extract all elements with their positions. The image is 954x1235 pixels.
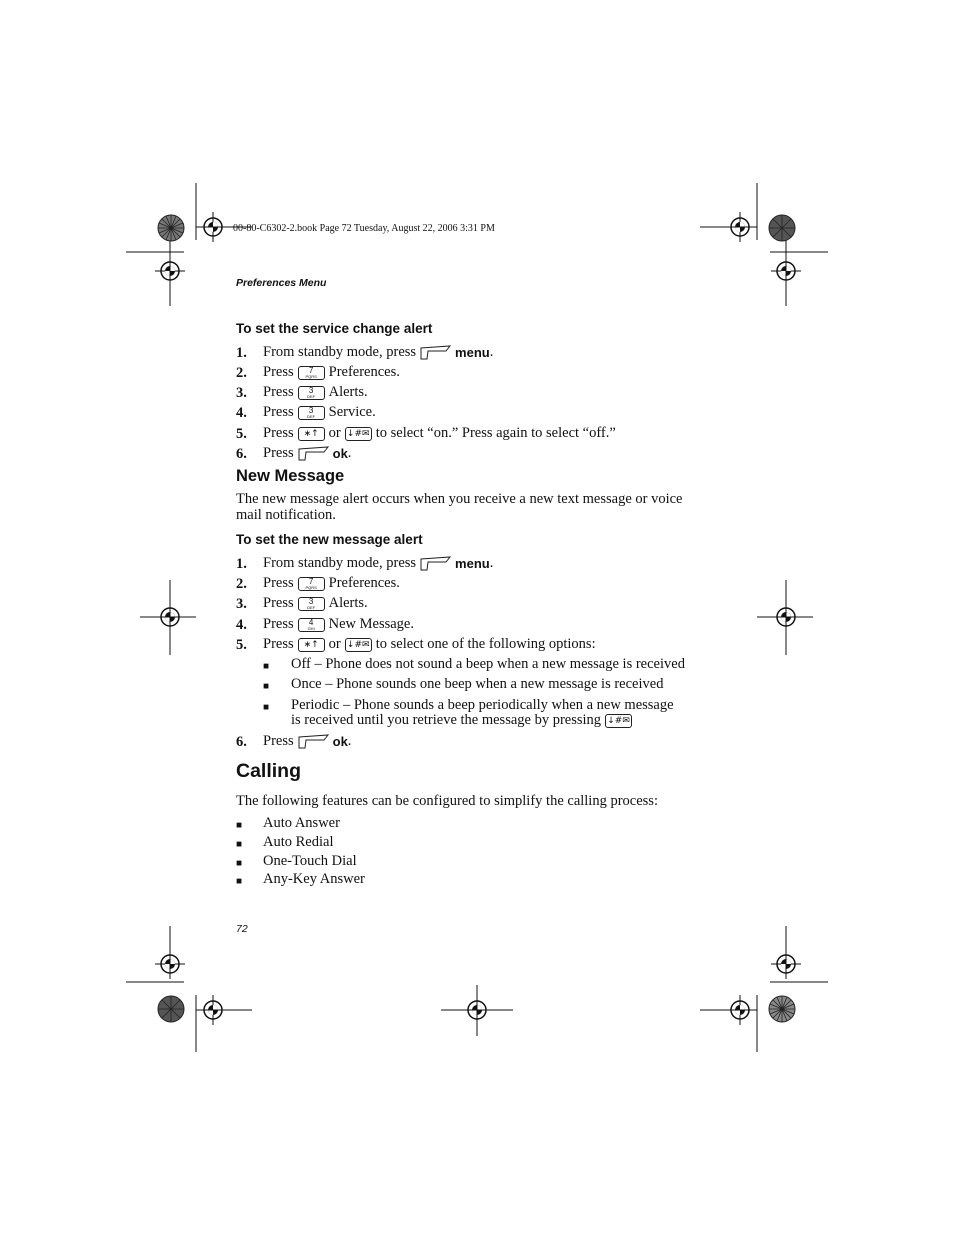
menu-key-label: menu bbox=[455, 556, 490, 571]
option-item: Once – Phone sounds one beep when a new message is received bbox=[291, 676, 664, 692]
keypad-3-icon: 3 DEF bbox=[298, 386, 325, 400]
bullet-icon: ■ bbox=[236, 876, 243, 887]
left-softkey-icon bbox=[420, 556, 451, 571]
step-text: Press ∗↑ or ↓#✉ to select “on.” Press again to select “off.” bbox=[263, 425, 616, 441]
step-number: 4. bbox=[236, 405, 247, 421]
keypad-3-icon: 3 DEF bbox=[298, 597, 325, 611]
pound-key-icon: ↓#✉ bbox=[605, 714, 632, 728]
page-number: 72 bbox=[236, 923, 248, 935]
step-text: Press ok . bbox=[263, 445, 352, 461]
step-text: Press 3 DEF Alerts. bbox=[263, 384, 368, 400]
left-softkey-icon bbox=[298, 734, 329, 749]
new-message-description: The new message alert occurs when you receive a new text message or voice mail notification. bbox=[236, 491, 683, 523]
step-text: Press 4 GHI New Message. bbox=[263, 616, 414, 632]
procedure-title: To set the service change alert bbox=[236, 321, 433, 336]
step-text: Press 7 PQRS Preferences. bbox=[263, 575, 400, 591]
step-number: 5. bbox=[236, 426, 247, 442]
bullet-icon: ■ bbox=[263, 661, 270, 672]
list-item: One-Touch Dial bbox=[263, 853, 357, 869]
step-number: 4. bbox=[236, 617, 247, 633]
bullet-icon: ■ bbox=[263, 681, 270, 692]
starburst-calibration-icon bbox=[157, 995, 185, 1023]
ok-key-label: ok bbox=[332, 734, 348, 749]
step-text: Press ∗↑ or ↓#✉ to select one of the following options: bbox=[263, 636, 596, 652]
step-text: Press 3 DEF Alerts. bbox=[263, 595, 368, 611]
menu-key-label: menu bbox=[455, 345, 490, 360]
list-item: Auto Answer bbox=[263, 815, 340, 831]
starburst-calibration-icon bbox=[768, 995, 796, 1023]
step-text: Press 7 PQRS Preferences. bbox=[263, 364, 400, 380]
step-number: 1. bbox=[236, 345, 247, 361]
bullet-icon: ■ bbox=[236, 858, 243, 869]
keypad-7-icon: 7 PQRS bbox=[298, 577, 325, 591]
bullet-icon: ■ bbox=[236, 820, 243, 831]
bullet-icon: ■ bbox=[236, 839, 243, 850]
step-number: 3. bbox=[236, 596, 247, 612]
star-key-icon: ∗↑ bbox=[298, 638, 325, 652]
list-item: Auto Redial bbox=[263, 834, 334, 850]
step-text: From standby mode, press menu . bbox=[263, 344, 494, 360]
section-heading-new-message: New Message bbox=[236, 467, 345, 485]
ok-key-label: ok bbox=[332, 446, 348, 461]
starburst-calibration-icon bbox=[768, 214, 796, 242]
star-key-icon: ∗↑ bbox=[298, 427, 325, 441]
step-number: 5. bbox=[236, 637, 247, 653]
step-number: 6. bbox=[236, 446, 247, 462]
step-number: 2. bbox=[236, 365, 247, 381]
step-number: 6. bbox=[236, 734, 247, 750]
step-number: 2. bbox=[236, 576, 247, 592]
keypad-7-icon: 7 PQRS bbox=[298, 366, 325, 380]
step-text: Press 3 DEF Service. bbox=[263, 404, 376, 420]
starburst-calibration-icon bbox=[157, 214, 185, 242]
keypad-3-icon: 3 DEF bbox=[298, 406, 325, 420]
option-item-continued: is received until you retrieve the message by pressing ↓#✉ bbox=[291, 712, 636, 729]
bullet-icon: ■ bbox=[263, 702, 270, 713]
step-number: 1. bbox=[236, 556, 247, 572]
step-text: From standby mode, press menu . bbox=[263, 555, 494, 571]
calling-intro: The following features can be configured to simplify the calling process: bbox=[236, 793, 658, 809]
keypad-4-icon: 4 GHI bbox=[298, 618, 325, 632]
pound-key-icon: ↓#✉ bbox=[345, 427, 372, 441]
pound-key-icon: ↓#✉ bbox=[345, 638, 372, 652]
option-item: Off – Phone does not sound a beep when a new message is received bbox=[291, 656, 685, 672]
left-softkey-icon bbox=[298, 446, 329, 461]
option-item: Periodic – Phone sounds a beep periodically when a new message bbox=[291, 697, 674, 713]
left-softkey-icon bbox=[420, 345, 451, 360]
print-slug: 00-80-C6302-2.book Page 72 Tuesday, August 22, 2006 3:31 PM bbox=[233, 223, 495, 234]
section-heading-calling: Calling bbox=[236, 760, 302, 782]
step-text: Press ok . bbox=[263, 733, 352, 749]
running-head: Preferences Menu bbox=[236, 277, 327, 289]
procedure-title: To set the new message alert bbox=[236, 532, 423, 547]
list-item: Any-Key Answer bbox=[263, 871, 365, 887]
step-number: 3. bbox=[236, 385, 247, 401]
